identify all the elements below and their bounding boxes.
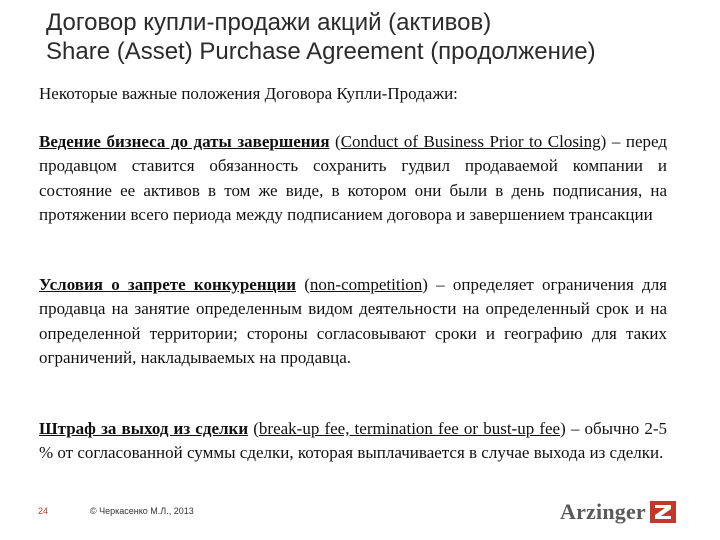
section-term: Штраф за выход из сделки [39,419,249,438]
gloss-open: ( [296,275,310,294]
section-break-up-fee [39,417,667,466]
logo-text: Arzinger [560,499,646,524]
intro-text: Некоторые важные положения Договора Купли-Продажи: [39,84,458,103]
arzinger-logo [560,497,676,527]
gloss-close: ) [422,275,428,294]
section-non-competition [39,273,667,370]
gloss-close: ) [560,419,566,438]
section-gloss: non-competition [309,275,423,294]
section-text: – перед продавцом ставится обязанность сохранить гудвил продаваемой компании и состояние ее активов в том же виде, в котором они были в день подписания, на протяжении всего периода между подписанием договора и завершением трансакции [39,132,667,224]
section-text: – обычно 2-5 % от согласованной суммы сделки, которая выплачивается в случае выхода из сделки. [39,419,667,463]
title-line-2: Share (Asset) Purchase Agreement (продолжение) [46,38,596,65]
slide-title [46,8,706,66]
gloss-open: ( [329,132,341,151]
section-conduct-of-business [39,130,667,227]
section-text: – определяет ограничения для продавца на занятие определенным видом деятельности на определенный срок и на определенной территории; стороны согласовывают сроки и географию для таких ограничений, накладываемых на продавца. [39,275,668,367]
section-term: Условия о запрете конкуренции [39,275,297,294]
page-number: 24 [38,506,49,516]
section-gloss: Conduct of Business Prior to Closing [340,132,601,151]
section-gloss: break-up fee, termination fee or bust-up fee [258,419,561,438]
copyright: © Черкасенко М.Л., 2013 [90,506,194,516]
section-term: Ведение бизнеса до даты завершения [39,132,330,151]
gloss-close: ) [600,132,607,151]
gloss-open: ( [248,419,259,438]
logo-mark-icon [650,501,676,523]
title-line-1: Договор купли-продажи акций (активов) [46,9,492,36]
